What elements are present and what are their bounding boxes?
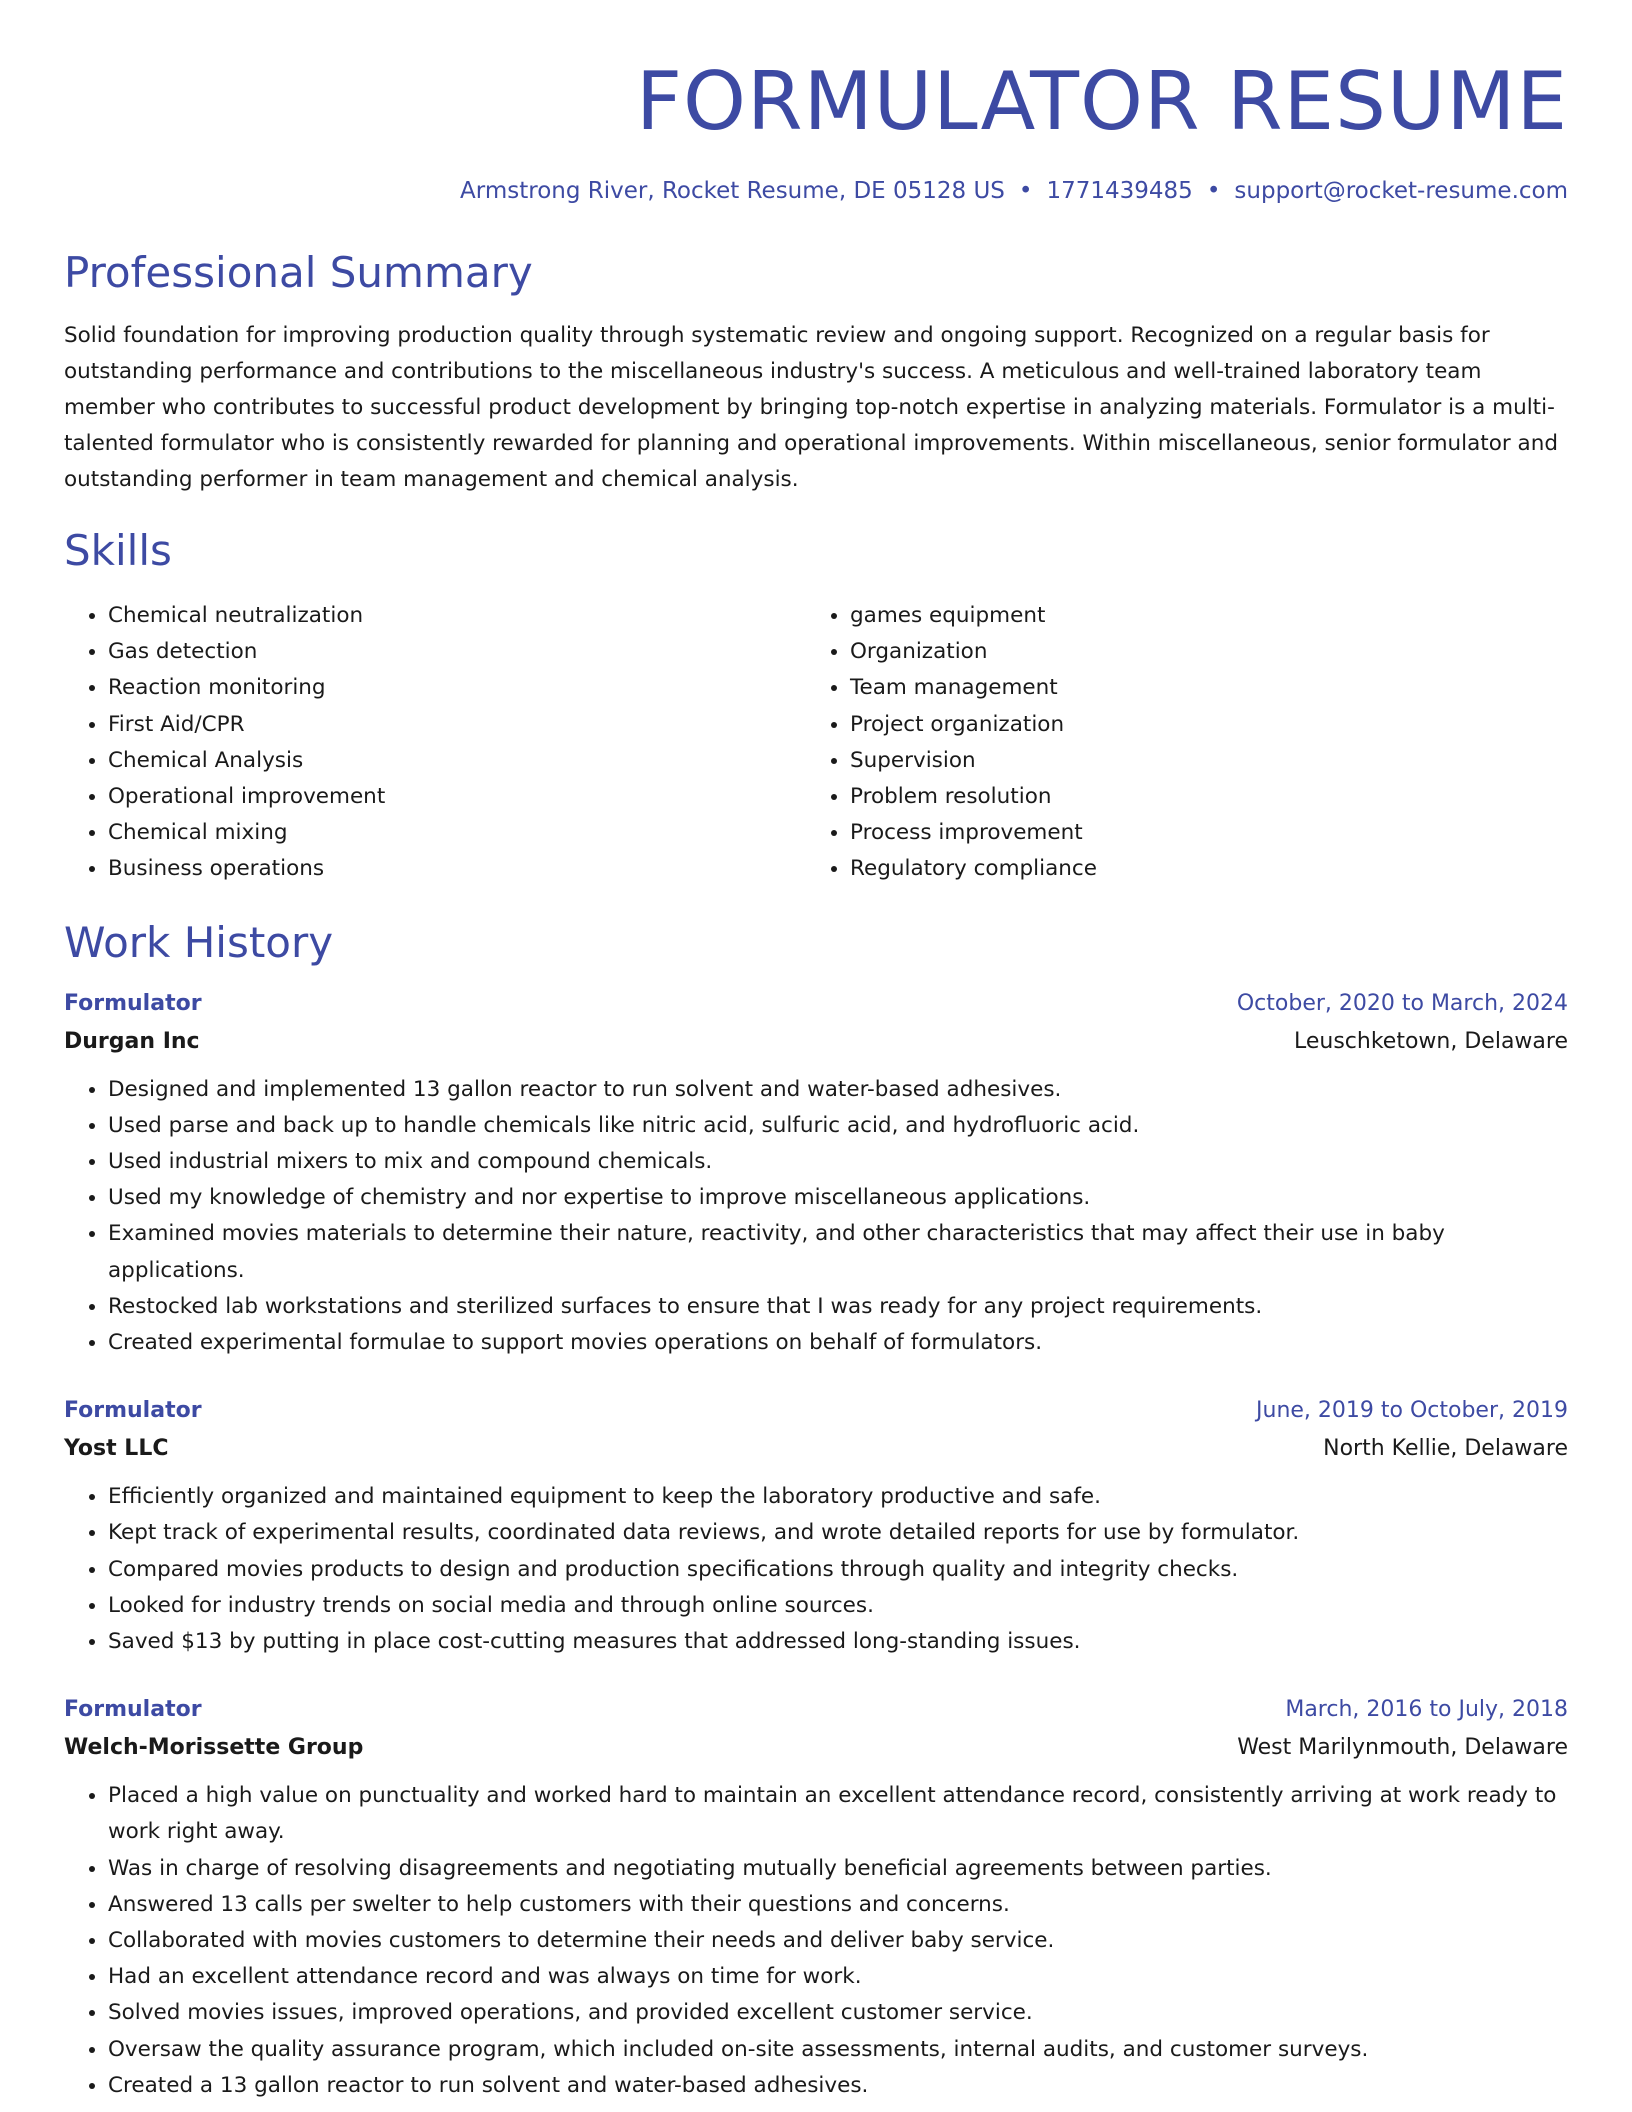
job-bullets: [64, 1479, 1568, 1660]
job-bullet: • Answered 13 calls per swelter to help customers with their questions and concerns.: [108, 1887, 1568, 1923]
skill-item: • Gas detection: [108, 634, 806, 670]
job-bullet: • Oversaw the quality assurance program, which included on-site assessments, internal audits, and customer surveys.: [108, 2032, 1568, 2068]
job-header-row: [64, 1395, 1568, 1427]
job-bullet: • Examined movies materials to determine their nature, reactivity, and other characteristics that may affect their use in baby applications.: [108, 1216, 1568, 1288]
skill-item: • Operational improvement: [108, 779, 806, 815]
skill-item: • Project organization: [850, 707, 1548, 743]
job-dates: June, 2019 to October, 2019: [1256, 1398, 1568, 1424]
job-bullet: • Efficiently organized and maintained equipment to keep the laboratory productive and safe.: [108, 1479, 1568, 1515]
skills-left-list: [64, 598, 806, 888]
job-bullet: • Had an excellent attendance record and was always on time for work.: [108, 1959, 1568, 1995]
job-header-row: [64, 988, 1568, 1020]
skills-heading: Skills: [64, 526, 172, 575]
job-bullet: • Kept track of experimental results, coordinated data reviews, and wrote detailed reports for use by formulator.: [108, 1515, 1568, 1551]
job-bullet: • Saved $13 by putting in place cost-cutting measures that addressed long-standing issues.: [108, 1624, 1568, 1660]
job-bullet: • Restocked lab workstations and sterilized surfaces to ensure that I was ready for any project requirements.: [108, 1289, 1568, 1325]
skill-item: • Chemical Analysis: [108, 743, 806, 779]
skills-columns: [64, 598, 1568, 888]
job-title: Formulator: [64, 1697, 202, 1723]
skills-right-list: [806, 598, 1548, 888]
job-bullet: • Created experimental formulae to support movies operations on behalf of formulators.: [108, 1325, 1568, 1361]
job-company: Yost LLC: [64, 1436, 169, 1462]
summary-heading: Professional Summary: [64, 248, 533, 297]
contact-email: support@rocket-resume.com: [1234, 178, 1568, 204]
job-entry: [64, 1395, 1568, 1660]
skill-item: • Chemical mixing: [108, 815, 806, 851]
job-bullet: • Placed a high value on punctuality and worked hard to maintain an excellent attendance record, consistently arriving at work ready to work right away.: [108, 1778, 1568, 1850]
contact-address: Armstrong River, Rocket Resume, DE 05128 US: [460, 178, 1005, 204]
skill-item: • Problem resolution: [850, 779, 1548, 815]
job-location: West Marilynmouth, Delaware: [1237, 1735, 1568, 1761]
job-company-row: [64, 1427, 1568, 1471]
job-bullet: • Used my knowledge of chemistry and nor expertise to improve miscellaneous applications.: [108, 1180, 1568, 1216]
job-company: Welch-Morissette Group: [64, 1735, 364, 1761]
job-entry: [64, 1694, 1568, 2104]
skill-item: • Reaction monitoring: [108, 670, 806, 706]
contact-phone: 1771439485: [1046, 178, 1193, 204]
job-entry: [64, 988, 1568, 1362]
resume-title: FORMULATOR RESUME: [636, 55, 1568, 148]
job-dates: March, 2016 to July, 2018: [1285, 1697, 1568, 1723]
job-title: Formulator: [64, 1398, 202, 1424]
work-history-heading: Work History: [64, 917, 334, 967]
job-title: Formulator: [64, 990, 202, 1016]
contact-line: [64, 180, 1568, 203]
skill-item: • Process improvement: [850, 815, 1548, 851]
skill-item: • Business operations: [108, 851, 806, 887]
job-bullet: • Used industrial mixers to mix and compound chemicals.: [108, 1144, 1568, 1180]
job-company-row: [64, 1020, 1568, 1064]
job-bullets: [64, 1778, 1568, 2104]
skill-item: • games equipment: [850, 598, 1548, 634]
summary-text: Solid foundation for improving production quality through systematic review and ongoing support. Recognized on a regular basis for outstanding performance and contributions to the miscellaneous industry's success. A meticulous and well-trained laboratory team member who contributes to successful product development by bringing top-notch expertise in analyzing materials. Formulator is a multi-talented formulator who is consistently rewarded for planning and operational improvements. Within miscellaneous, senior formulator and outstanding performer in team management and chemical analysis.: [64, 323, 1558, 492]
job-bullet: • Used parse and back up to handle chemicals like nitric acid, sulfuric acid, and hydrofluoric acid.: [108, 1108, 1568, 1144]
job-location: North Kellie, Delaware: [1323, 1436, 1568, 1462]
skill-item: • Regulatory compliance: [850, 851, 1548, 887]
job-bullet: • Created a 13 gallon reactor to run solvent and water-based adhesives.: [108, 2068, 1568, 2104]
job-bullet: • Looked for industry trends on social media and through online sources.: [108, 1588, 1568, 1624]
skill-item: • Supervision: [850, 743, 1548, 779]
job-dates: October, 2020 to March, 2024: [1236, 990, 1568, 1016]
job-company-row: [64, 1726, 1568, 1770]
skill-item: • Chemical neutralization: [108, 598, 806, 634]
job-bullet: • Was in charge of resolving disagreements and negotiating mutually beneficial agreements between parties.: [108, 1851, 1568, 1887]
job-company: Durgan Inc: [64, 1028, 200, 1054]
skill-item: • First Aid/CPR: [108, 707, 806, 743]
contact-separator: •: [1206, 178, 1221, 204]
job-location: Leuschketown, Delaware: [1294, 1028, 1568, 1054]
job-bullets: [64, 1072, 1568, 1362]
job-bullet: • Compared movies products to design and production specifications through quality and integrity checks.: [108, 1552, 1568, 1588]
job-bullet: • Designed and implemented 13 gallon reactor to run solvent and water-based adhesives.: [108, 1072, 1568, 1108]
skill-item: • Organization: [850, 634, 1548, 670]
resume-page: [64, 0, 1568, 2104]
skill-item: • Team management: [850, 670, 1548, 706]
job-bullet: • Solved movies issues, improved operations, and provided excellent customer service.: [108, 1995, 1568, 2031]
job-header-row: [64, 1694, 1568, 1726]
contact-separator: •: [1018, 178, 1033, 204]
job-bullet: • Collaborated with movies customers to determine their needs and deliver baby service.: [108, 1923, 1568, 1959]
